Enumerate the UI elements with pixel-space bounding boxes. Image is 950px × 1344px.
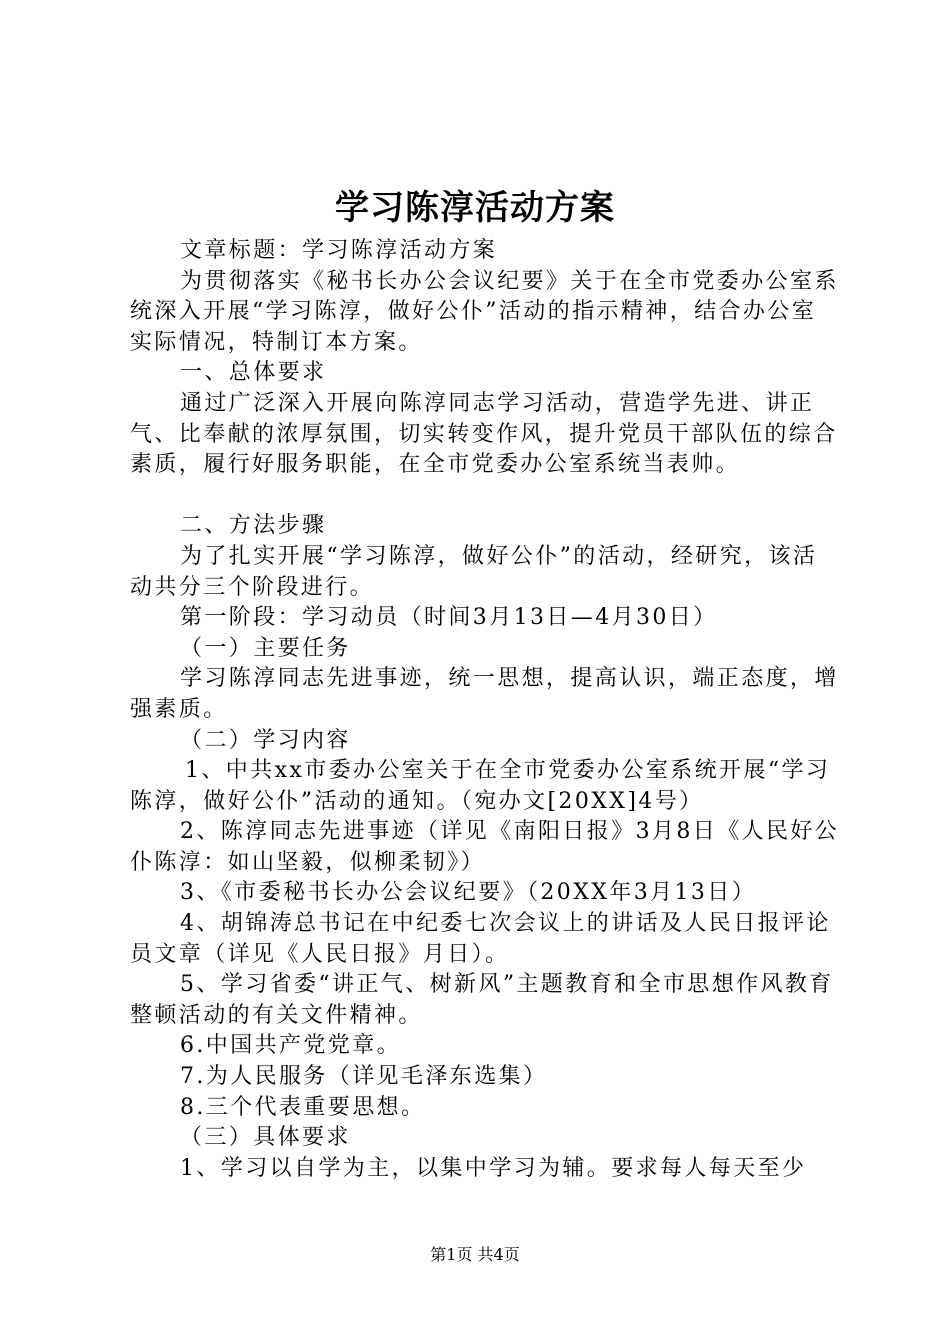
requirement-item-1: 1、学习以自学为主，以集中学习为辅。要求每人每天至少 — [180, 1155, 807, 1181]
steps-intro-paragraph: 为了扎实开展“学习陈淳，做好公仆”的活动，经研究，该活动共分三个阶段进行。 — [130, 543, 818, 600]
paragraph-spacer — [130, 481, 840, 512]
page-footer: 第1页 共4页 — [430, 1245, 520, 1264]
document-body — [130, 236, 840, 1184]
subheading-study-content: （二）学习内容 — [180, 727, 351, 753]
section-heading-general: 一、总体要求 — [180, 360, 327, 386]
study-item-7: 7.为人民服务（详见毛泽东选集） — [180, 1064, 548, 1090]
main-tasks-paragraph: 学习陈淳同志先进事迹，统一思想，提高认识，端正态度，增强素质。 — [130, 666, 839, 722]
study-item-8: 8.三个代表重要思想。 — [180, 1094, 426, 1120]
subheading-main-tasks: （一）主要任务 — [180, 635, 351, 661]
study-item-1: 1、中共xx市委办公室关于在全市党委办公室系统开展“学习陈淳，做好公仆”活动的通知。（宛办文[20XX]4号） — [130, 758, 831, 814]
study-item-2: 2、陈淳同志先进事迹（详见《南阳日报》3月8日《人民好公仆陈淳：如山坚毅，似柳柔韧》） — [130, 819, 840, 875]
general-requirements-paragraph: 通过广泛深入开展向陈淳同志学习活动，营造学先进、讲正气、比奉献的浓厚氛围，切实转变作风，提升党员干部队伍的综合素质，履行好服务职能，在全市党委办公室系统当表帅。 — [130, 390, 838, 478]
document-title: 学习陈淳活动方案 — [335, 188, 615, 228]
section-heading-steps: 二、方法步骤 — [180, 513, 327, 539]
intro-paragraph: 为贯彻落实《秘书长办公会议纪要》关于在全市党委办公室系统深入开展“学习陈淳，做好公仆”活动的指示精神，结合办公室实际情况，特制订本方案。 — [130, 268, 839, 355]
study-item-4: 4、胡锦涛总书记在中纪委七次会议上的讲话及人民日报评论员文章（详见《人民日报》月日）。 — [130, 911, 831, 967]
study-item-5: 5、学习省委“讲正气、树新风”主题教育和全市思想作风教育整顿活动的有关文件精神。 — [130, 972, 834, 1028]
subheading-specific-requirements: （三）具体要求 — [180, 1125, 351, 1151]
study-item-6: 6.中国共产党党章。 — [180, 1033, 401, 1059]
article-title-line: 文章标题：学习陈淳活动方案 — [180, 238, 498, 263]
study-item-3: 3、《市委秘书长办公会议纪要》（20XX年3月13日） — [180, 880, 757, 906]
phase-one-heading: 第一阶段：学习动员（时间3月13日—4月30日） — [180, 605, 718, 631]
